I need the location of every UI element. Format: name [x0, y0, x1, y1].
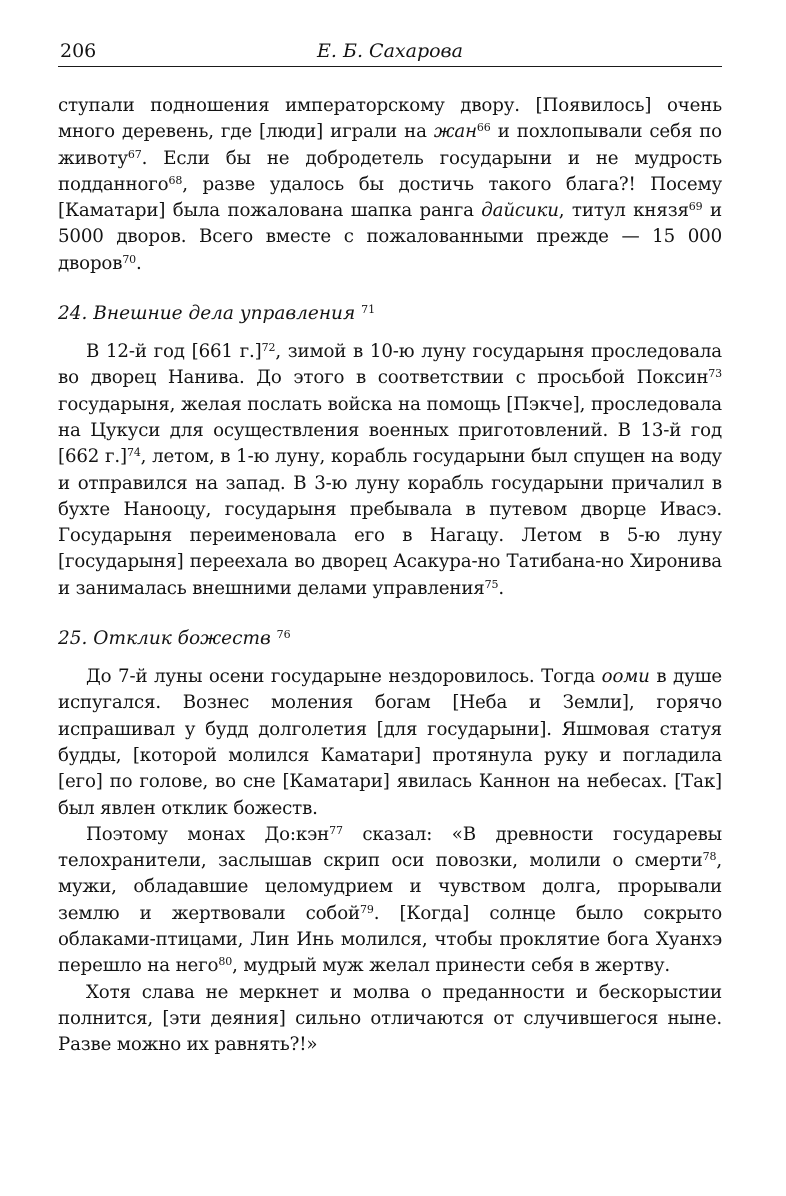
section-title: 24. Внешние дела управления [58, 303, 356, 325]
footnote-ref: 73 [708, 367, 722, 381]
footnote-ref: 66 [476, 121, 491, 135]
footnote-ref: 80 [218, 955, 233, 969]
text-run: и похлопывали себя по животу [58, 121, 722, 169]
footnote-ref: 72 [261, 341, 276, 355]
footnote-ref: 68 [168, 173, 183, 187]
text-run: . [498, 577, 504, 599]
text-run: Поэтому монах До:кэн [86, 823, 330, 845]
text-run: , мужи, обладавшие целомудрием и чувством долга, прорывали землю и жертвовали собой [58, 850, 722, 924]
text-run: , зимой в 10-ю луну государыня проследовала во дворец Нанива. До этого в соответствии с просьбой Поксин [58, 341, 722, 389]
text-run: . [Когда] солнце было сокрыто облаками-птицами, Лин Инь молился, чтобы проклятие бога Хуанхэ перешло на него [58, 902, 722, 977]
running-title: Е. Б. Сахарова [317, 40, 463, 62]
section-heading-25 [58, 626, 722, 652]
page-number: 206 [60, 40, 97, 62]
text-run: Хотя слава не меркнет и молва о преданности и бескорыстии полнится, [эти деяния] сильно отличаются от случившегося ныне. Разве можно их равнять?!» [58, 981, 722, 1056]
italic-term: ооми [601, 666, 650, 688]
footnote-ref: 79 [359, 902, 374, 916]
text-run: государыня, желая послать войска на помощь [Пэкче], проследовала на Цукуси для осуществления военных приготовлений. В 13-й год [662 г.] [58, 393, 722, 468]
text-run: в душе испугался. Вознес моления богам [Неба и Земли], горячо испрашивал у будд долголетия [для государыни]. Яшмовая статуя будды, [которой молился Каматари] протянула руку и погладила [его] по голове, во сне [Каматари] явилась Каннон на небесах. [Так] был явлен отклик божеств. [58, 666, 722, 819]
italic-term: дайсики [481, 200, 559, 222]
text-run: До 7-й луны осени государыне нездоровилось. Тогда [86, 666, 602, 688]
italic-term: жан [433, 121, 477, 143]
text-run: , летом, в 1-ю луну, корабль государыни был спущен на воду и отправился на запад. В 3-ю луну корабль государыни причалил в бухте Нанооцу, государыня пребывала в путевом дворце Ивасэ. Государыня переименовала его в Нагацу. Летом в 5-ю луну [государыня] переехала во дворец Асакура-но Татибана-но Хиронива и занималась внешними делами управления [58, 446, 722, 599]
text-run: и 5000 дворов. Всего вместе с пожалованными прежде — 15 000 дворов [58, 200, 722, 274]
footnote-ref: 78 [702, 850, 717, 864]
text-run: , мудрый муж желал принести себя в жертву. [232, 955, 670, 977]
text-run: ступали подношения императорскому двору. [Появилось] очень много деревень, где [люди] играли на [58, 95, 722, 143]
footnote-ref: 69 [688, 200, 703, 214]
footnote-ref: 74 [126, 446, 141, 460]
body-text [58, 93, 722, 1059]
paragraph-3 [58, 664, 722, 822]
text-run: , титул князя [558, 200, 689, 222]
footnote-ref: 67 [127, 147, 142, 161]
text-run: сказал: «В древности государевы телохранители, заслышав скрип оси повозки, молили о смерти [58, 823, 722, 872]
footnote-ref: 71 [361, 303, 376, 317]
section-heading-24 [58, 301, 722, 327]
text-run: . [136, 252, 142, 274]
footnote-ref: 77 [329, 823, 343, 837]
paragraph-4 [58, 822, 722, 980]
book-page [58, 38, 722, 1059]
footnote-ref: 76 [276, 628, 291, 642]
paragraph-1 [58, 93, 722, 277]
text-run: В 12-й год [661 г.] [86, 341, 262, 363]
footnote-ref: 75 [484, 577, 499, 591]
section-title: 25. Отклик божеств [58, 628, 271, 650]
paragraph-2 [58, 339, 722, 602]
running-header [58, 38, 722, 67]
text-run: . Если бы не добродетель государыни и не мудрость подданного [58, 147, 722, 195]
paragraph-5 [58, 980, 722, 1059]
text-run: , разве удалось бы достичь такого блага?! Посему [Каматари] была пожалована шапка ранга [58, 173, 722, 222]
footnote-ref: 70 [122, 252, 137, 266]
